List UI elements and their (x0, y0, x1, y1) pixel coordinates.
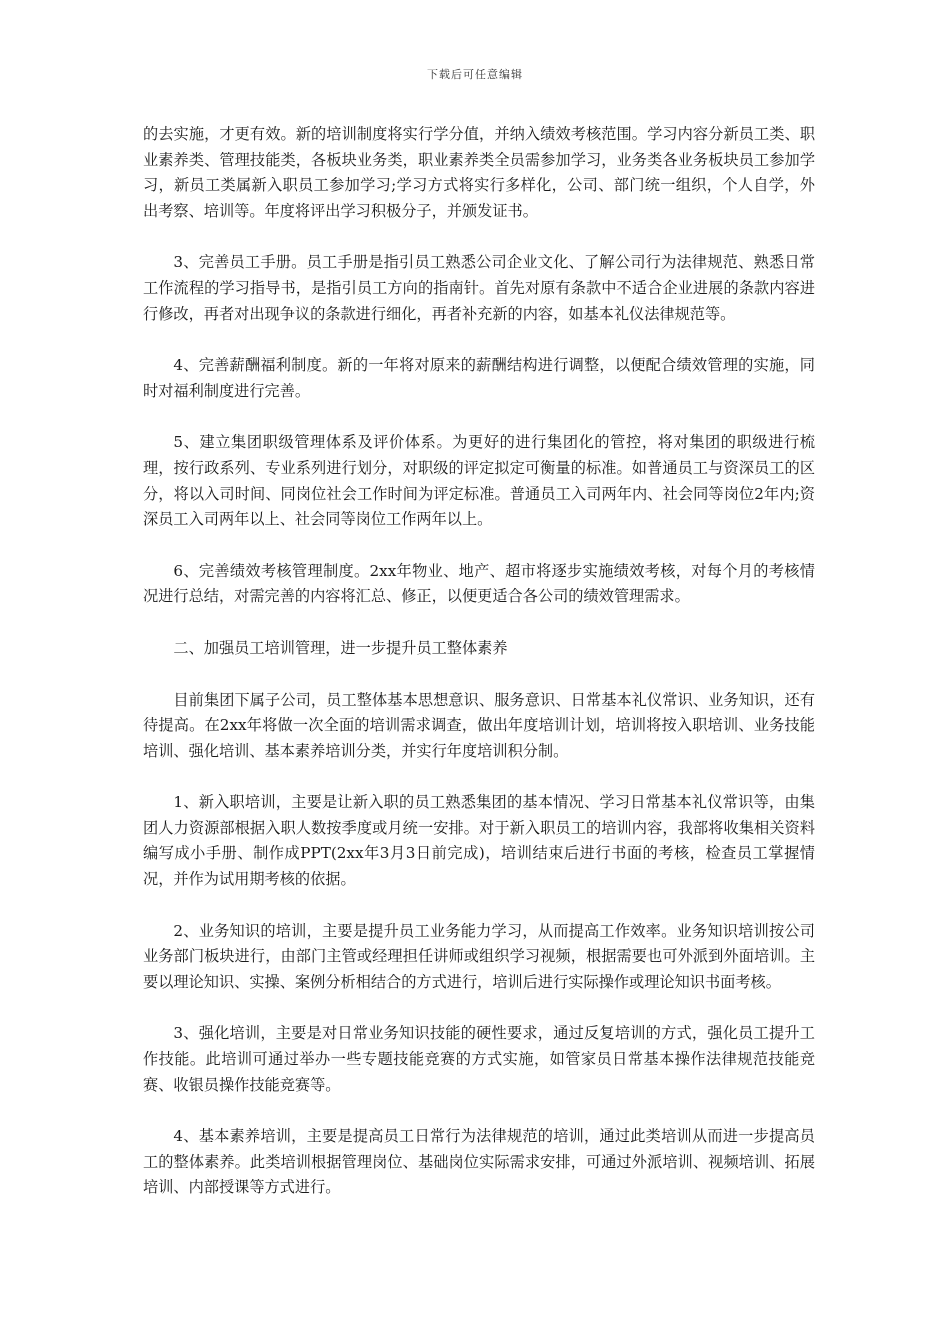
document-body (143, 122, 815, 1227)
paragraph-employee-handbook: 3、完善员工手册。员工手册是指引员工熟悉公司企业文化、了解公司行为法律规范、熟悉日常工作流程的学习指导书，是指引员工方向的指南针。首先对原有条款中不适合企业进展的条款内容进行修改，再者对出现争议的条款进行细化，再者补充新的内容，如基本礼仪法律规范等。 (143, 253, 815, 323)
paragraph-performance: 6、完善绩效考核管理制度。2xx年物业、地产、超市将逐步实施绩效考核，对每个月的考核情况进行总结，对需完善的内容将汇总、修正，以便更适合各公司的绩效管理需求。 (143, 561, 815, 606)
paragraph-onboarding-training: 1、新入职培训，主要是让新入职的员工熟悉集团的基本情况、学习日常基本礼仪常识等，由集团人力资源部根据入职人数按季度或月统一安排。对于新入职员工的培训内容，我部将收集相关资料编写成小手册、制作成PPT(2xx年3月3日前完成)，培训结束后进行书面的考核，检查员工掌握情况，并作为试用期考核的依据。 (143, 793, 815, 889)
paragraph-training-overview: 目前集团下属子公司，员工整体基本思想意识、服务意识、日常基本礼仪常识、业务知识，还有待提高。在2xx年将做一次全面的培训需求调查，做出年度培训计划，培训将按入职培训、业务技能培训、强化培训、基本素养培训分类，并实行年度培训积分制。 (143, 690, 815, 760)
paragraph-basic-quality-training: 4、基本素养培训，主要是提高员工日常行为法律规范的培训，通过此类培训从而进一步提高员工的整体素养。此类培训根据管理岗位、基础岗位实际需求安排，可通过外派培训、视频培训、拓展培训、内部授课等方式进行。 (143, 1127, 815, 1197)
paragraph-continuation: 的去实施，才更有效。新的培训制度将实行学分值，并纳入绩效考核范围。学习内容分新员工类、职业素养类、管理技能类，各板块业务类，职业素养类全员需参加学习，业务类各业务板块员工参加学习，新员工类属新入职员工参加学习;学习方式将实行多样化，公司、部门统一组织，个人自学，外出考察、培训等。年度将评出学习积极分子，并颁发证书。 (143, 125, 815, 220)
paragraph-job-grade-system: 5、建立集团职级管理体系及评价体系。为更好的进行集团化的管控，将对集团的职级进行梳理，按行政系列、专业系列进行划分，对职级的评定拟定可衡量的标准。如普通员工与资深员工的区分，将以入司时间、同岗位社会工作时间为评定标准。普通员工入司两年内、社会同等岗位2年内;资深员工入司两年以上、社会同等岗位工作两年以上。 (143, 433, 815, 529)
paragraph-compensation: 4、完善薪酬福利制度。新的一年将对原来的薪酬结构进行调整，以便配合绩效管理的实施，同时对福利制度进行完善。 (143, 356, 815, 400)
page-header: 下载后可任意编辑 (427, 68, 523, 81)
paragraph-business-training: 2、业务知识的培训，主要是提升员工业务能力学习，从而提高工作效率。业务知识培训按公司业务部门板块进行，由部门主管或经理担任讲师或组织学习视频，根据需要也可外派到外面培训。主要以理论知识、实操、案例分析相结合的方式进行，培训后进行实际操作或理论知识书面考核。 (143, 921, 815, 991)
section-heading-training: 二、加强员工培训管理，进一步提升员工整体素养 (173, 638, 508, 657)
paragraph-intensive-training: 3、强化培训，主要是对日常业务知识技能的硬性要求，通过反复培训的方式，强化员工提升工作技能。此培训可通过举办一些专题技能竞赛的方式实施，如管家员日常基本操作法律规范技能竞赛、收银员操作技能竞赛等。 (143, 1024, 815, 1094)
